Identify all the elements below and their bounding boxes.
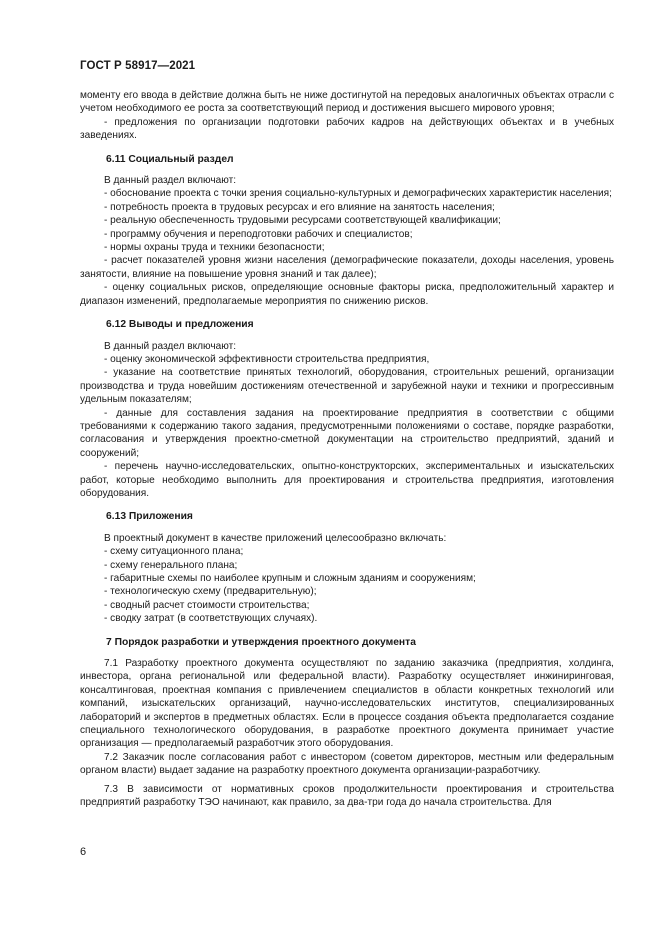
list-item: - сводный расчет стоимости строительства; xyxy=(104,599,310,611)
list-item: - оценку экономической эффективности строительства предприятия, xyxy=(104,353,430,365)
document-body xyxy=(80,89,614,810)
list-item: - технологическую схему (предварительную); xyxy=(104,586,317,598)
list-item: - оценку социальных рисков, определяющие основные факторы риска, предположительный характер и диапазон изменений, предполагаемые мероприятия по снижению рисков. xyxy=(80,282,614,307)
list-item: - схему ситуационного плана; xyxy=(104,546,244,558)
list-item: - реальную обеспеченность трудовыми ресурсами соответствующей квалификации; xyxy=(104,215,501,227)
list-item: - расчет показателей уровня жизни населения (демографические показатели, доходы населения, уровень занятости, влияние на повышение уровня знаний и так далее); xyxy=(80,255,614,280)
paragraph: В данный раздел включают: xyxy=(104,340,237,352)
paragraph-7-1: 7.1 Разработку проектного документа осуществляют по заданию заказчика (предприятия, холдинга, инвестора, органа региональной или федеральной власти). Разработку осуществляет инжиниринговая, консалтинговая, проектная компания с привлечением специалистов в области конкретных технологий или компаний, изыскательских организаций, научно-исследовательских институтов, специализированных лабораторий и экспертов в предметных областях. Если в процессе создания объекта предполагается создание специального технологического оборудования, в разработке проектного документа принимает участие организация — предполагаемый разработчик этого оборудования. xyxy=(80,658,614,750)
list-item: - программу обучения и переподготовки рабочих и специалистов; xyxy=(104,228,413,240)
list-item: - нормы охраны труда и техники безопасности; xyxy=(104,242,325,254)
section-heading-7: 7 Порядок разработки и утверждения проектного документа xyxy=(106,636,416,648)
paragraph: В проектный документ в качестве приложений целесообразно включать: xyxy=(104,532,447,544)
list-item: - схему генерального плана; xyxy=(104,559,238,571)
paragraph-7-2: 7.2 Заказчик после согласования работ с инвестором (советом директоров, местным или федеральным органом власти) выдает задание на разработку проектного документа организации-разработчику. xyxy=(80,751,614,777)
list-item: - габаритные схемы по наиболее крупным и сложным зданиям и сооружениям; xyxy=(104,573,476,584)
list-item: - потребность проекта в трудовых ресурсах и его влияние на занятость населения; xyxy=(104,201,495,213)
section-heading-6-11: 6.11 Социальный раздел xyxy=(106,153,234,165)
document-header: ГОСТ Р 58917—2021 xyxy=(80,60,196,72)
list-item: - данные для составления задания на проектирование предприятия в соответствии с общими требованиями к содержанию такого задания, предусмотренными положениями о составе, порядке разработки, согласования и утверждения проектно-сметной документации на строительство предприятий, зданий и сооружений; xyxy=(80,407,614,459)
list-item: - предложения по организации подготовки рабочих кадров на действующих объектах и в учебных заведениях. xyxy=(80,116,614,142)
section-heading-6-13: 6.13 Приложения xyxy=(106,511,193,523)
list-item: - указание на соответствие принятых технологий, оборудования, строительных решений, организации производства и труда новейшим достижениям отечественной и зарубежной науки и техники и прогрессивным удельным показателям; xyxy=(80,367,614,406)
list-item: - перечень научно-исследовательских, опытно-конструкторских, экспериментальных и изыскательских работ, которые необходимо выполнить для проектирования и строительства предприятия, изготовления оборудования. xyxy=(80,461,614,499)
page-number: 6 xyxy=(80,846,87,858)
section-heading-6-12: 6.12 Выводы и предложения xyxy=(106,319,254,331)
paragraph: моменту его ввода в действие должна быть не ниже достигнутой на передовых аналогичных объектах отрасли с учетом необходимого ее роста за соответствующий период и достижения высшего мирового уровня; xyxy=(80,90,614,115)
list-item: - сводку затрат (в соответствующих случаях). xyxy=(104,613,318,625)
list-item: - обоснование проекта с точки зрения социально-культурных и демографических характеристик населения; xyxy=(104,188,612,200)
paragraph: В данный раздел включают: xyxy=(104,175,237,187)
paragraph-7-3: 7.3 В зависимости от нормативных сроков продолжительности проектирования и строительства предприятий разработку ТЭО начинают, как правило, за два-три года до начала строительства. Для xyxy=(80,783,614,809)
